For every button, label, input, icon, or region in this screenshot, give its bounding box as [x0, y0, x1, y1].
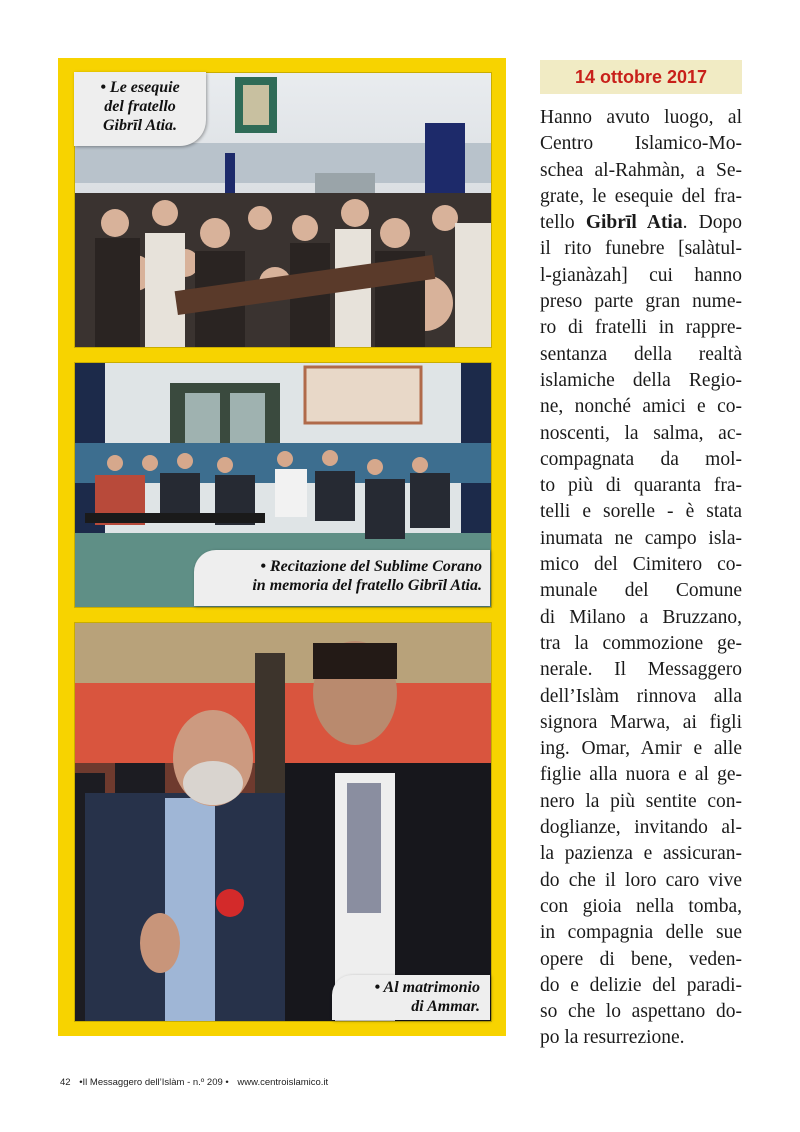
article-line: doglianze, invitando al-: [540, 817, 742, 839]
publication-name: •Il Messaggero dell’Islàm - n.º 209 •: [79, 1077, 229, 1088]
article-line: do e delizie del paradi-: [540, 974, 742, 996]
article-line: munale del Comune: [540, 580, 742, 602]
article-line: ro di fratelli in rappre-: [540, 317, 742, 339]
article-line: nero la più sentite con-: [540, 790, 742, 812]
article-line: sentanza della realtà: [540, 343, 742, 365]
article-line: telli e sorelle - è stata: [540, 501, 742, 523]
article-line: Hanno avuto luogo, al: [540, 107, 742, 128]
article-line: do che il loro caro vive: [540, 869, 742, 891]
caption-recitation: [194, 550, 490, 606]
caption-line: • Le esequie: [100, 79, 180, 96]
article-body: [540, 105, 742, 1052]
website-link[interactable]: www.centroislamico.it: [237, 1077, 329, 1088]
article-line: opere di bene, veden-: [540, 948, 742, 970]
article-line: schea al-Rahmàn, a Se-: [540, 159, 742, 181]
page-number: 42: [60, 1077, 71, 1088]
article-line: grate, le esequie del fra-: [540, 185, 742, 207]
caption-line: • Recitazione del Sublime Corano: [260, 558, 482, 575]
caption-line: di Ammar.: [411, 998, 480, 1015]
article-line: Centro Islamico-Mo-: [540, 133, 742, 155]
article-line: noscenti, la salma, ac-: [540, 422, 742, 444]
caption-funeral: [74, 72, 206, 146]
article-line: po la resurrezione.: [540, 1027, 685, 1049]
article-line: l-gianàzah] cui hanno: [540, 264, 742, 286]
article-line: nerale. Il Messaggero: [540, 659, 742, 681]
article-line: to più di quaranta fra-: [540, 475, 742, 497]
article-line: signora Marwa, ai figli: [540, 711, 742, 733]
article-line: figlie alla nuora e al ge-: [540, 764, 742, 786]
article-line: in compagnia delle sue: [540, 922, 742, 944]
article-line: mico del Cimitero co-: [540, 554, 742, 576]
article-line: il rito funebre [salàtul-: [540, 238, 742, 260]
caption-line: del fratello: [104, 98, 176, 115]
page-footer: [60, 1077, 334, 1088]
bold-name: Gibrīl Atia: [585, 212, 683, 234]
article-line: so che lo aspettano do-: [540, 1001, 742, 1023]
caption-line: Gibrīl Atia.: [102, 117, 178, 134]
article-line: di Milano a Bruzzano,: [540, 606, 742, 628]
article-line: tello Gibrīl Atia. Dopo: [540, 212, 742, 234]
article-date: 14 ottobre 2017: [540, 60, 742, 94]
article-line: preso parte gran nume-: [540, 291, 742, 313]
article-line: la pazienza e assicuran-: [540, 843, 742, 865]
caption-line: in memoria del fratello Gibrīl Atia.: [252, 577, 482, 594]
article-line: ing. Omar, Amir e alle: [540, 738, 742, 760]
article-line: inumata ne campo isla-: [540, 527, 742, 549]
article-line: compagnata da mol-: [540, 448, 742, 470]
article-line: dell’Islàm rinnova alla: [540, 685, 742, 707]
article-line: ne, nonché amici e co-: [540, 396, 742, 418]
caption-line: • Al matrimonio: [374, 979, 480, 996]
article-line: con gioia nella tomba,: [540, 895, 742, 917]
article-line: islamiche della Regio-: [540, 369, 742, 391]
caption-wedding: [332, 975, 490, 1020]
wedding-photo: [74, 622, 492, 1022]
article-line: tra la commozione ge-: [540, 632, 742, 654]
